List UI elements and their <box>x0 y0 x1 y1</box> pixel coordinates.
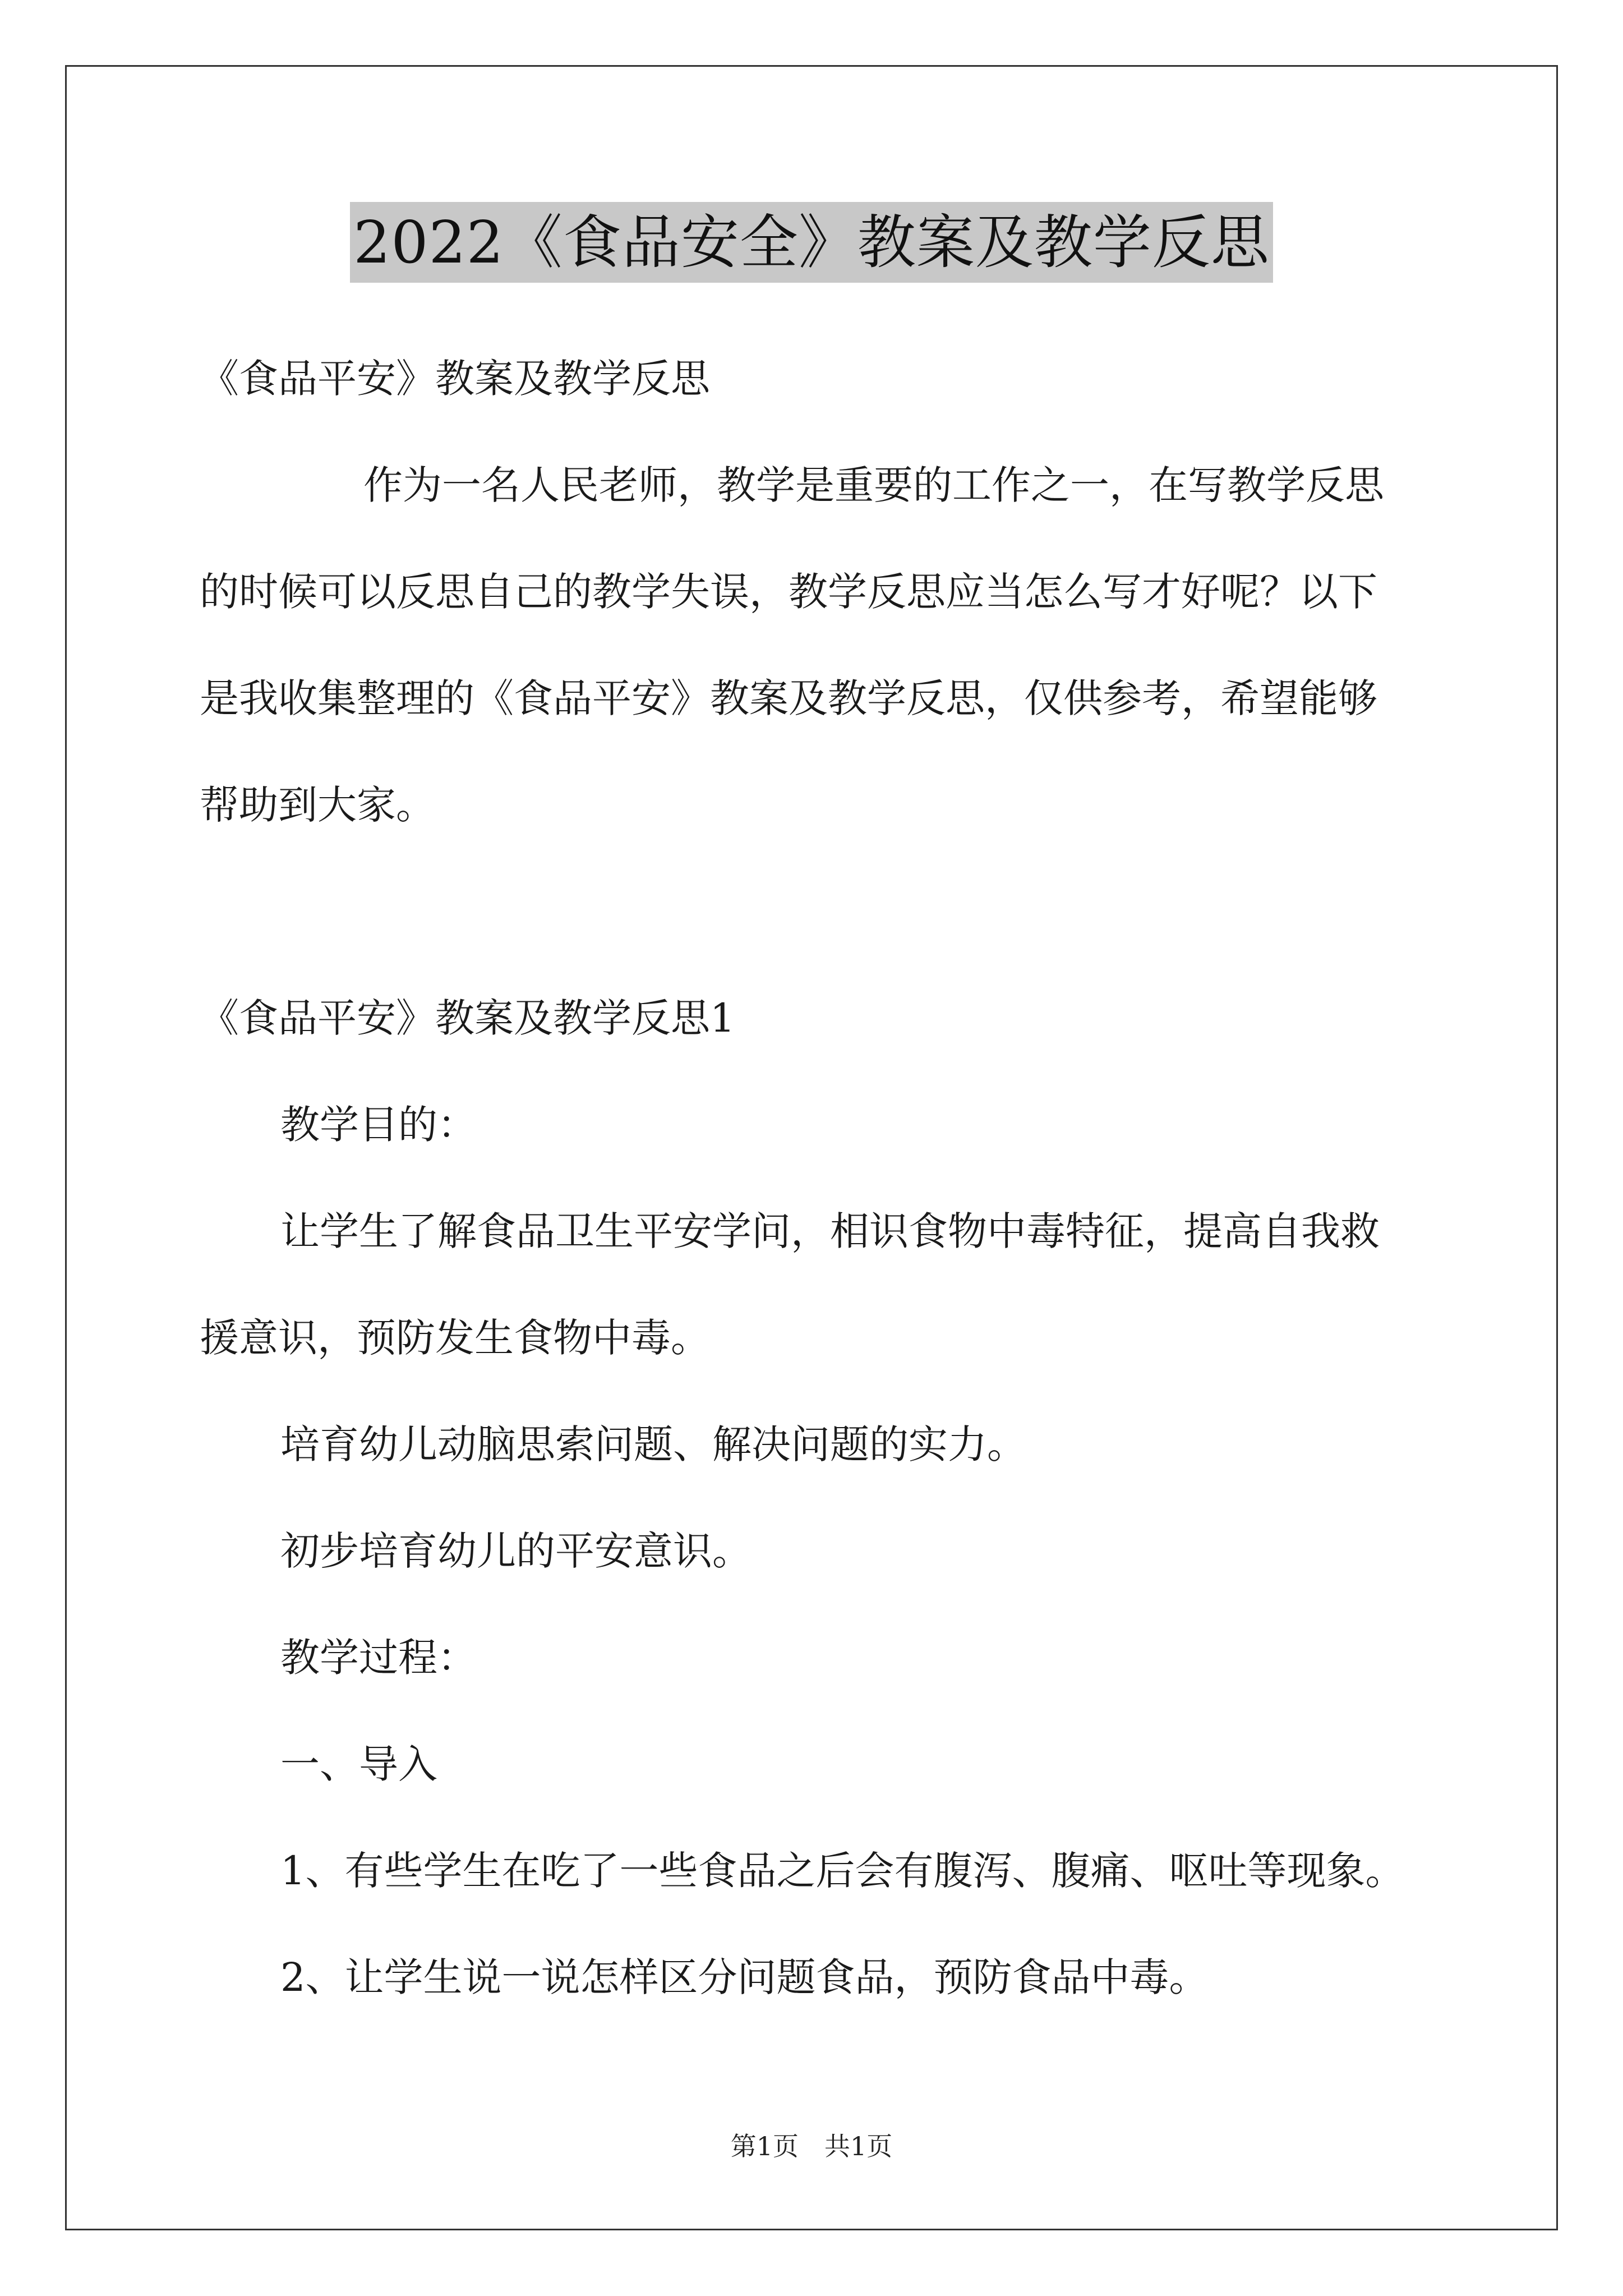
title-container <box>0 202 1623 283</box>
process-label: 教学过程： <box>280 1635 477 1681</box>
goal-item-3: 初步培育幼儿的平安意识。 <box>280 1528 751 1574</box>
intro-line-4: 帮助到大家。 <box>200 782 435 828</box>
step-1: 1、有些学生在吃了一些食品之后会有腹泻、腹痛、呕吐等现象。 <box>280 1848 1405 1894</box>
intro-line-3: 是我收集整理的《食品平安》教案及教学反思，仅供参考，希望能够 <box>200 675 1377 721</box>
intro-line-1: 作为一名人民老师，教学是重要的工作之一，在写教学反思 <box>363 462 1384 508</box>
step-2: 2、让学生说一说怎样区分问题食品，预防食品中毒。 <box>280 1954 1209 2000</box>
goal-item-2: 培育幼儿动脑思索问题、解决问题的实力。 <box>280 1421 1026 1467</box>
goal-label: 教学目的： <box>280 1102 477 1148</box>
goal-text-line-1: 让学生了解食品卫生平安学问，相识食物中毒特征，提高自我救 <box>280 1208 1380 1254</box>
page-footer: 第1页 共1页 <box>730 2131 893 2161</box>
goal-text-line-2: 援意识，预防发生食物中毒。 <box>200 1315 710 1361</box>
section-heading: 《食品平安》教案及教学反思1 <box>200 995 735 1041</box>
document-title: 2022《食品安全》教案及教学反思 <box>350 202 1273 283</box>
step-heading: 一、导入 <box>280 1741 437 1787</box>
intro-line-2: 的时候可以反思自己的教学失误，教学反思应当怎么写才好呢？以下 <box>200 569 1377 615</box>
subtitle: 《食品平安》教案及教学反思 <box>200 356 710 402</box>
